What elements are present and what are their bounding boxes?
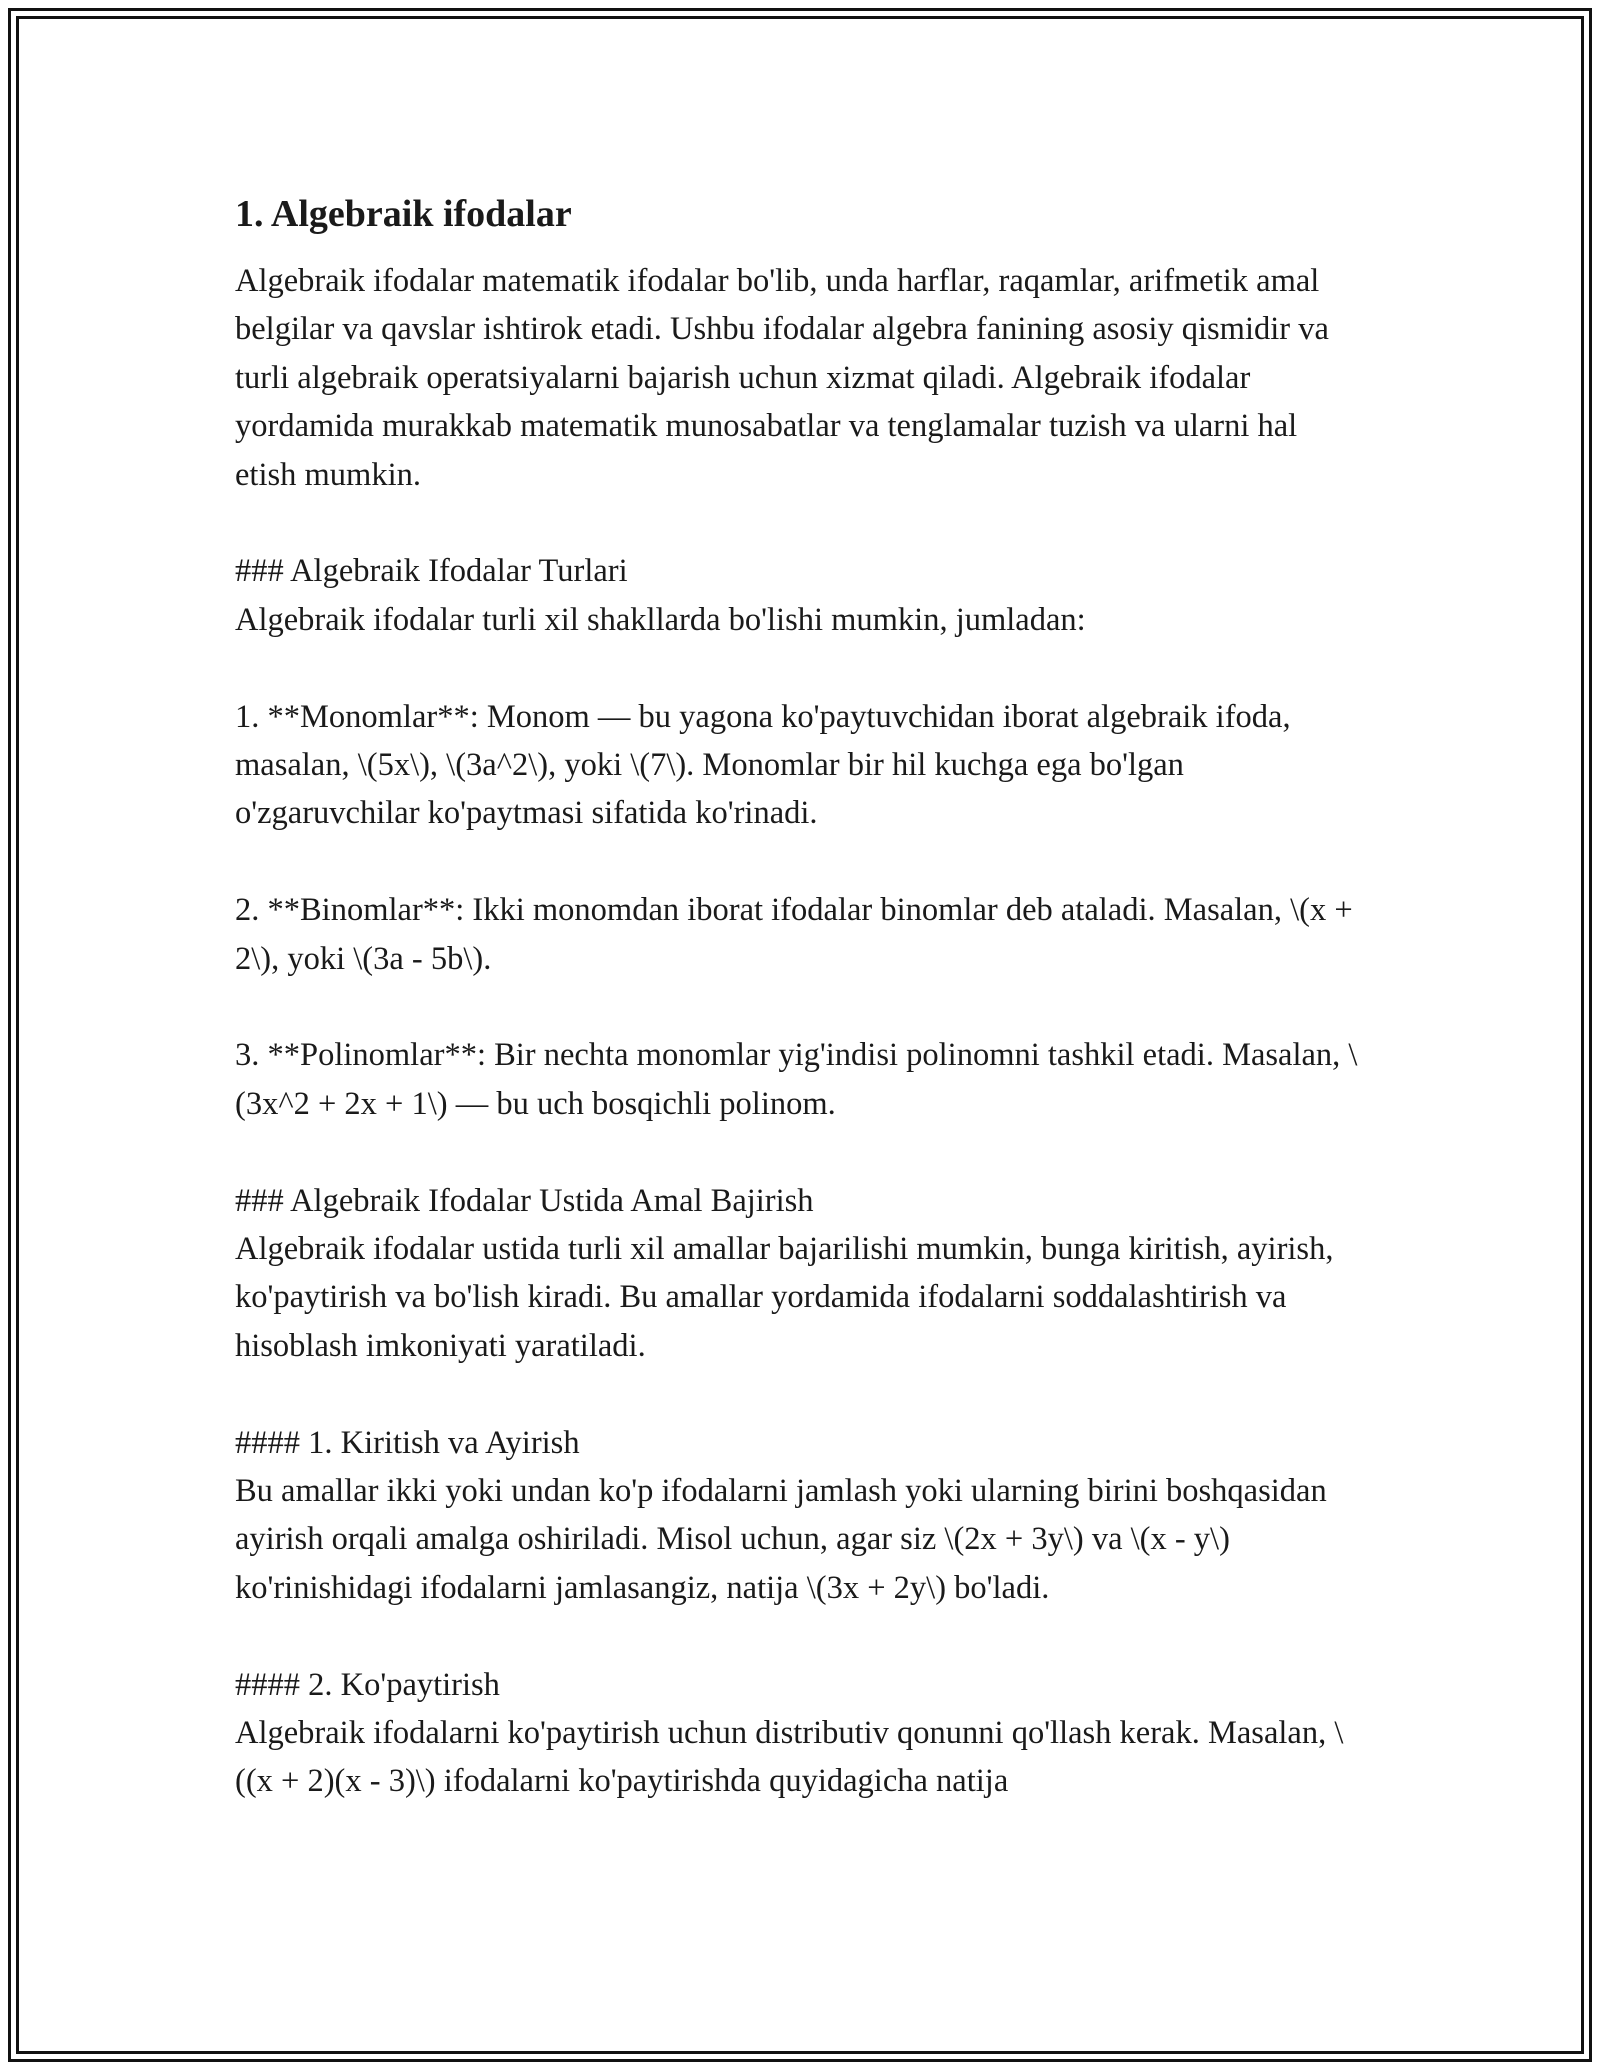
- intro-paragraph: Algebraik ifodalar matematik ifodalar bo'lib, unda harflar, raqamlar, arifmetik amal belgilar va qavslar ishtirok etadi. Ushbu ifodalar algebra fanining asosiy qismidir va turli algebraik operatsiyalarni bajarish uchun xizmat qiladi. Algebraik ifodalar yordamida murakkab matematik munosabatlar va tenglamalar tuzish va ularni hal etish mumkin.: [235, 263, 1338, 493]
- spacer: [235, 1128, 1365, 1176]
- spacer: [235, 1370, 1365, 1418]
- subsection-heading-kopaytirish: #### 2. Ko'paytirish: [235, 1666, 500, 1703]
- spacer: [235, 983, 1365, 1031]
- subsection-text-kopaytirish: Algebraik ifodalarni ko'paytirish uchun distributiv qonunni qo'llash kerak. Masalan, \((x + 2)(x - 3)\) ifodalarni ko'paytirishda quyidagicha natija: [235, 1715, 1344, 1800]
- list-item-monomlar: 1. **Monomlar**: Monom — bu yagona ko'paytuvchidan iborat algebraik ifoda, masalan, \(5x\), \(3a^2\), yoki \(7\). Monomlar bir hil kuchga ega bo'lgan o'zgaruvchilar ko'paytmasi sifatida ko'rinadi.: [235, 698, 1299, 832]
- subsection-heading-kiritish: #### 1. Kiritish va Ayirish: [235, 1424, 580, 1461]
- section-heading-operations: ### Algebraik Ifodalar Ustida Amal Bajirish: [235, 1182, 814, 1219]
- section-heading-types: ### Algebraik Ifodalar Turlari: [235, 553, 628, 590]
- subsection-text-kiritish: Bu amallar ikki yoki undan ko'p ifodalarni jamlash yoki ularning birini boshqasidan ayirish orqali amalga oshiriladi. Misol uchun, agar siz \(2x + 3y\) va \(x - y\) ko'rinishidagi ifodalarni jamlasangiz, natija \(3x + 2y\) bo'ladi.: [235, 1473, 1335, 1606]
- document-title: 1. Algebraik ifodalar: [235, 193, 572, 235]
- section-text-operations: Algebraik ifodalar ustida turli xil amallar bajarilishi mumkin, bunga kiritish, ayirish, ko'paytirish va bo'lish kiradi. Bu amallar yordamida ifodalarni soddalashtirish va hisoblash imkoniyati yaratiladi.: [235, 1231, 1342, 1364]
- spacer: [235, 644, 1365, 692]
- document-body: [235, 185, 1365, 1806]
- list-item-polinomlar: 3. **Polinomlar**: Bir nechta monomlar yig'indisi polinomni tashkil etadi. Masalan, \(3x^2 + 2x + 1\) — bu uch bosqichli polinom.: [235, 1037, 1358, 1122]
- section-text-types: Algebraik ifodalar turli xil shakllarda bo'lishi mumkin, jumladan:: [235, 601, 1086, 638]
- list-item-binomlar: 2. **Binomlar**: Ikki monomdan iborat ifodalar binomlar deb ataladi. Masalan, \(x + 2\), yoki \(3a - 5b\).: [235, 892, 1361, 977]
- spacer: [235, 1612, 1365, 1660]
- spacer: [235, 838, 1365, 886]
- spacer: [235, 499, 1365, 547]
